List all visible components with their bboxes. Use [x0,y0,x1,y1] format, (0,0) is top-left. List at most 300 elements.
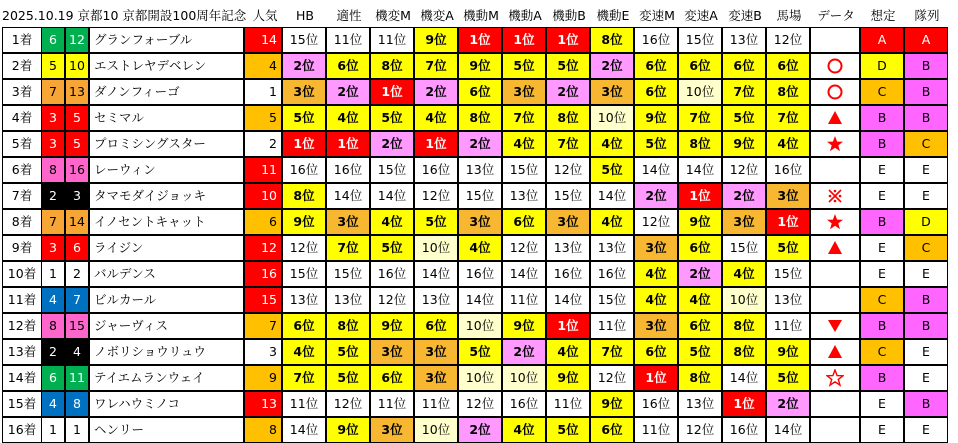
rank-cell-kidou-e: 4位 [590,131,634,157]
umaban-cell: 10 [65,53,89,79]
rank-cell-baba: 8位 [766,79,810,105]
waku-cell: 4 [41,287,65,313]
waku-cell: 4 [41,391,65,417]
rank-cell-hensoku-b: 13位 [722,27,766,53]
rank-cell-hensoku-m: 1位 [634,365,678,391]
rank-cell-kidou-e: 13位 [590,235,634,261]
waku-cell: 2 [41,183,65,209]
table-row [2,261,949,287]
kome-mark-icon [826,187,844,205]
rank-cell-kidou-m: 4位 [458,235,502,261]
race-label: 2025.10.19 京都10 京都開設100周年記念 [2,8,247,23]
data-mark-cell [810,235,860,261]
umaban-cell: 6 [65,235,89,261]
rank-cell-tekisei: 12位 [326,391,370,417]
popularity-cell: 10 [244,183,282,209]
rank-cell-kihen-a: 7位 [414,53,458,79]
rank-cell-baba: 2位 [766,391,810,417]
horse-name: ライジン [89,235,244,261]
rank-cell-kihen-m: 2位 [370,131,414,157]
rank-cell-kidou-e: 11位 [590,313,634,339]
rank-cell-hb: 6位 [282,313,326,339]
rank-cell-kihen-a: 12位 [414,183,458,209]
rank-cell-kidou-a: 6位 [502,209,546,235]
rank-cell-hensoku-a: 14位 [678,157,722,183]
finish-cell: 12着 [2,313,42,339]
grade-cell-tairetsu: E [904,365,948,391]
rank-cell-kidou-a: 1位 [502,27,546,53]
finish-cell: 6着 [2,157,42,183]
rank-cell-kidou-e: 3位 [590,79,634,105]
rank-cell-baba: 6位 [766,53,810,79]
rank-cell-kidou-e: 2位 [590,53,634,79]
horse-name: ジャーヴィス [89,313,244,339]
rank-cell-kidou-e: 5位 [590,157,634,183]
rank-cell-hensoku-a: 4位 [678,287,722,313]
col-header-hensoku-m: 変速M [639,8,675,23]
horse-name: レーウィン [89,157,244,183]
rank-cell-hensoku-a: 9位 [678,209,722,235]
data-mark-cell [810,339,860,365]
circle-mark-icon [826,57,844,75]
rank-cell-kihen-m: 1位 [370,79,414,105]
col-header-kihen-m: 機変M [375,8,411,23]
waku-cell: 1 [41,261,65,287]
popularity-cell: 11 [244,157,282,183]
rank-cell-kihen-a: 13位 [414,287,458,313]
finish-cell: 2着 [2,53,42,79]
rank-cell-hb: 13位 [282,287,326,313]
popularity-cell: 8 [244,417,282,443]
table-row [2,183,949,209]
grade-cell-tairetsu: B [904,391,948,417]
rank-cell-hb: 1位 [282,131,326,157]
col-header-baba: 馬場 [776,8,802,23]
rank-cell-baba: 16位 [766,157,810,183]
horse-name: ビルカール [89,287,244,313]
umaban-cell: 11 [65,365,89,391]
col-header-tekisei: 適性 [336,8,362,23]
rank-cell-kidou-a: 2位 [502,339,546,365]
umaban-cell: 1 [65,417,89,443]
umaban-cell: 7 [65,287,89,313]
rank-cell-tekisei: 8位 [326,313,370,339]
rank-cell-kihen-a: 3位 [414,339,458,365]
grade-cell-souteu: E [860,235,904,261]
rank-cell-hensoku-m: 3位 [634,313,678,339]
rank-cell-hensoku-m: 11位 [634,417,678,443]
grade-cell-tairetsu: B [904,313,948,339]
rank-cell-hb: 16位 [282,157,326,183]
rank-cell-tekisei: 13位 [326,287,370,313]
rank-cell-hb: 8位 [282,183,326,209]
rank-cell-hb: 15位 [282,261,326,287]
finish-cell: 10着 [2,261,42,287]
horse-name: ダノンフィーゴ [89,79,244,105]
popularity-cell: 16 [244,261,282,287]
rank-cell-hb: 11位 [282,391,326,417]
rank-cell-hensoku-b: 8位 [722,313,766,339]
table-row [2,313,949,339]
data-mark-cell [810,157,860,183]
rank-cell-kidou-e: 10位 [590,105,634,131]
rank-cell-kidou-m: 10位 [458,313,502,339]
rank-cell-kihen-a: 4位 [414,105,458,131]
finish-cell: 1着 [2,27,42,53]
grade-cell-souteu: B [860,209,904,235]
rank-cell-baba: 5位 [766,365,810,391]
grade-cell-tairetsu: E [904,339,948,365]
col-header-kidou-m: 機動M [463,8,499,23]
rank-cell-kidou-a: 3位 [502,79,546,105]
popularity-cell: 6 [244,209,282,235]
rank-cell-hensoku-a: 5位 [678,339,722,365]
rank-cell-kidou-b: 14位 [546,287,590,313]
rank-cell-kidou-b: 7位 [546,131,590,157]
rank-cell-kidou-b: 3位 [546,209,590,235]
table-row [2,391,949,417]
umaban-cell: 15 [65,313,89,339]
table-row [2,157,949,183]
rank-cell-hensoku-m: 6位 [634,339,678,365]
horse-name: プロミシングスター [89,131,244,157]
col-header-kidou-a: 機動A [508,8,542,23]
rank-cell-hensoku-b: 15位 [722,235,766,261]
waku-cell: 5 [41,53,65,79]
data-mark-cell [810,365,860,391]
rank-cell-hensoku-a: 1位 [678,183,722,209]
rank-cell-kihen-a: 6位 [414,313,458,339]
rank-cell-kihen-m: 16位 [370,261,414,287]
grade-cell-souteu: E [860,183,904,209]
rank-cell-hensoku-b: 4位 [722,261,766,287]
col-header-soutei: 想定 [870,8,896,23]
table-row [2,131,949,157]
rank-cell-baba: 3位 [766,183,810,209]
rank-cell-kidou-m: 2位 [458,131,502,157]
rank-cell-kidou-e: 15位 [590,287,634,313]
rank-cell-hensoku-a: 2位 [678,261,722,287]
data-mark-cell [810,287,860,313]
table-row [2,339,949,365]
popularity-cell: 3 [244,339,282,365]
rank-cell-kihen-m: 11位 [370,27,414,53]
table-row [2,417,949,443]
grade-cell-souteu: E [860,157,904,183]
rank-cell-kidou-a: 9位 [502,313,546,339]
rank-cell-hensoku-a: 7位 [678,105,722,131]
rank-cell-hensoku-b: 8位 [722,339,766,365]
table-row [2,53,949,79]
rank-cell-kidou-m: 6位 [458,79,502,105]
data-mark-cell [810,417,860,443]
star-outline-icon [826,369,844,387]
grade-cell-souteu: E [860,417,904,443]
rank-cell-kidou-m: 10位 [458,365,502,391]
rank-cell-hb: 4位 [282,339,326,365]
table-row [2,27,949,53]
rank-cell-kihen-a: 14位 [414,261,458,287]
rank-cell-baba: 1位 [766,209,810,235]
table-row [2,235,949,261]
table-row [2,105,949,131]
rank-cell-hensoku-a: 13位 [678,391,722,417]
rank-cell-kihen-m: 11位 [370,391,414,417]
rank-cell-kidou-a: 10位 [502,365,546,391]
rank-cell-kihen-a: 2位 [414,79,458,105]
rank-cell-tekisei: 11位 [326,27,370,53]
popularity-cell: 12 [244,235,282,261]
col-header-kidou-e: 機動E [596,8,630,23]
rank-cell-kidou-b: 12位 [546,157,590,183]
rank-cell-hensoku-m: 12位 [634,209,678,235]
data-mark-cell [810,313,860,339]
horse-name: ワレハウミノコ [89,391,244,417]
rank-cell-kidou-m: 12位 [458,391,502,417]
rank-cell-kidou-m: 3位 [458,209,502,235]
umaban-cell: 14 [65,209,89,235]
finish-cell: 3着 [2,79,42,105]
table-row [2,79,949,105]
data-mark-cell [810,79,860,105]
results-table [2,27,949,443]
grade-cell-tairetsu: D [904,209,948,235]
grade-cell-tairetsu: B [904,79,948,105]
grade-cell-tairetsu: E [904,417,948,443]
waku-cell: 1 [41,417,65,443]
rank-cell-kidou-a: 11位 [502,287,546,313]
col-header-kidou-b: 機動B [552,8,586,23]
rank-cell-kihen-m: 3位 [370,339,414,365]
rank-cell-hensoku-a: 15位 [678,27,722,53]
popularity-cell: 4 [244,53,282,79]
rank-cell-kidou-b: 4位 [546,339,590,365]
rank-cell-baba: 12位 [766,27,810,53]
horse-name: グランフォーブル [89,27,244,53]
rank-cell-hb: 9位 [282,209,326,235]
rank-cell-hensoku-b: 6位 [722,53,766,79]
data-mark-cell [810,183,860,209]
grade-cell-souteu: E [860,391,904,417]
rank-cell-kidou-m: 13位 [458,157,502,183]
umaban-cell: 8 [65,391,89,417]
rank-cell-kidou-m: 5位 [458,339,502,365]
data-mark-cell [810,105,860,131]
rank-cell-kidou-b: 5位 [546,417,590,443]
col-header-kihen-a: 機変A [420,8,454,23]
rank-cell-hensoku-m: 16位 [634,391,678,417]
grade-cell-tairetsu: A [904,27,948,53]
rank-cell-kidou-m: 1位 [458,27,502,53]
rank-cell-tekisei: 2位 [326,79,370,105]
rank-cell-kidou-m: 2位 [458,417,502,443]
grade-cell-tairetsu: E [904,183,948,209]
grade-cell-tairetsu: E [904,261,948,287]
data-mark-cell [810,131,860,157]
triangle-down-icon [826,317,844,335]
data-mark-cell [810,27,860,53]
rank-cell-kidou-e: 14位 [590,183,634,209]
rank-cell-hensoku-b: 2位 [722,183,766,209]
rank-cell-kihen-a: 5位 [414,209,458,235]
circle-mark-icon [826,83,844,101]
rank-cell-hb: 14位 [282,417,326,443]
data-mark-cell [810,261,860,287]
rank-cell-kihen-m: 12位 [370,287,414,313]
rank-cell-hb: 2位 [282,53,326,79]
grade-cell-tairetsu: E [904,157,948,183]
waku-cell: 7 [41,79,65,105]
col-header-data: データ [817,8,855,23]
finish-cell: 9着 [2,235,42,261]
rank-cell-hensoku-b: 3位 [722,209,766,235]
rank-cell-kihen-a: 1位 [414,131,458,157]
rank-cell-tekisei: 3位 [326,209,370,235]
rank-cell-kihen-a: 10位 [414,417,458,443]
col-header-hensoku-a: 変速A [684,8,718,23]
umaban-cell: 16 [65,157,89,183]
horse-name: イノセントキャット [89,209,244,235]
grade-cell-tairetsu: C [904,131,948,157]
popularity-cell: 7 [244,313,282,339]
rank-cell-kidou-b: 1位 [546,27,590,53]
finish-cell: 4着 [2,105,42,131]
waku-cell: 6 [41,27,65,53]
finish-cell: 15着 [2,391,42,417]
finish-cell: 14着 [2,365,42,391]
grade-cell-souteu: D [860,53,904,79]
rank-cell-kidou-e: 7位 [590,339,634,365]
rank-cell-kidou-a: 4位 [502,131,546,157]
rank-cell-hensoku-b: 12位 [722,157,766,183]
rank-cell-hensoku-a: 8位 [678,365,722,391]
rank-cell-hensoku-m: 6位 [634,79,678,105]
rank-cell-hensoku-b: 1位 [722,391,766,417]
rank-cell-kihen-a: 10位 [414,235,458,261]
rank-cell-kihen-m: 4位 [370,209,414,235]
rank-cell-hb: 15位 [282,27,326,53]
rank-cell-tekisei: 4位 [326,105,370,131]
rank-cell-hensoku-b: 5位 [722,105,766,131]
rank-cell-kidou-b: 11位 [546,391,590,417]
rank-cell-hensoku-a: 6位 [678,235,722,261]
finish-cell: 8着 [2,209,42,235]
rank-cell-hb: 7位 [282,365,326,391]
rank-cell-kidou-m: 15位 [458,183,502,209]
waku-cell: 3 [41,131,65,157]
finish-cell: 13着 [2,339,42,365]
rank-cell-kidou-a: 12位 [502,235,546,261]
rank-cell-kidou-e: 9位 [590,391,634,417]
rank-cell-kihen-m: 14位 [370,183,414,209]
popularity-cell: 2 [244,131,282,157]
rank-cell-tekisei: 1位 [326,131,370,157]
rank-cell-kihen-m: 8位 [370,53,414,79]
rank-cell-hensoku-b: 9位 [722,131,766,157]
grade-cell-souteu: E [860,261,904,287]
data-mark-cell [810,391,860,417]
grade-cell-souteu: B [860,365,904,391]
rank-cell-kihen-m: 15位 [370,157,414,183]
rank-cell-hensoku-m: 2位 [634,183,678,209]
rank-cell-baba: 14位 [766,417,810,443]
popularity-cell: 5 [244,105,282,131]
rank-cell-tekisei: 14位 [326,183,370,209]
rank-cell-kidou-m: 9位 [458,53,502,79]
rank-cell-kidou-a: 7位 [502,105,546,131]
umaban-cell: 12 [65,27,89,53]
col-header-pop: 人気 [252,8,278,23]
popularity-cell: 14 [244,27,282,53]
data-mark-cell [810,209,860,235]
grade-cell-souteu: B [860,313,904,339]
rank-cell-hensoku-b: 7位 [722,79,766,105]
rank-cell-kidou-a: 13位 [502,183,546,209]
horse-name: ヘンリー [89,417,244,443]
rank-cell-hb: 12位 [282,235,326,261]
triangle-up-icon [826,239,844,257]
rank-cell-kidou-e: 6位 [590,417,634,443]
finish-cell: 11着 [2,287,42,313]
grade-cell-souteu: B [860,105,904,131]
umaban-cell: 2 [65,261,89,287]
waku-cell: 6 [41,365,65,391]
rank-cell-kidou-b: 16位 [546,261,590,287]
grade-cell-tairetsu: B [904,53,948,79]
col-header-hb: HB [296,8,314,23]
rank-cell-baba: 4位 [766,131,810,157]
rank-cell-kidou-e: 12位 [590,365,634,391]
rank-cell-hensoku-a: 12位 [678,417,722,443]
grade-cell-tairetsu: C [904,235,948,261]
rank-cell-kihen-m: 9位 [370,313,414,339]
star-icon [826,135,844,153]
rank-cell-kihen-m: 5位 [370,235,414,261]
rank-cell-kihen-m: 5位 [370,105,414,131]
rank-cell-hensoku-m: 9位 [634,105,678,131]
rank-cell-kidou-m: 14位 [458,287,502,313]
rank-cell-hensoku-m: 4位 [634,287,678,313]
table-header [2,1,958,27]
star-icon [826,213,844,231]
umaban-cell: 4 [65,339,89,365]
rank-cell-kidou-e: 8位 [590,27,634,53]
rank-cell-baba: 9位 [766,339,810,365]
rank-cell-hensoku-m: 4位 [634,261,678,287]
waku-cell: 2 [41,339,65,365]
rank-cell-kidou-e: 16位 [590,261,634,287]
horse-name: バルデンス [89,261,244,287]
umaban-cell: 5 [65,105,89,131]
rank-cell-kidou-m: 16位 [458,261,502,287]
rank-cell-kidou-a: 14位 [502,261,546,287]
rank-cell-kidou-m: 8位 [458,105,502,131]
rank-cell-kidou-a: 15位 [502,157,546,183]
rank-cell-hensoku-a: 10位 [678,79,722,105]
waku-cell: 3 [41,105,65,131]
rank-cell-kidou-a: 16位 [502,391,546,417]
rank-cell-hensoku-m: 14位 [634,157,678,183]
rank-cell-kidou-b: 15位 [546,183,590,209]
rank-cell-kidou-b: 1位 [546,313,590,339]
rank-cell-kidou-a: 5位 [502,53,546,79]
rank-cell-kihen-a: 9位 [414,27,458,53]
rank-cell-tekisei: 15位 [326,261,370,287]
rank-cell-kidou-e: 4位 [590,209,634,235]
horse-name: テイエムランウェイ [89,365,244,391]
grade-cell-souteu: C [860,339,904,365]
rank-cell-hensoku-m: 16位 [634,27,678,53]
